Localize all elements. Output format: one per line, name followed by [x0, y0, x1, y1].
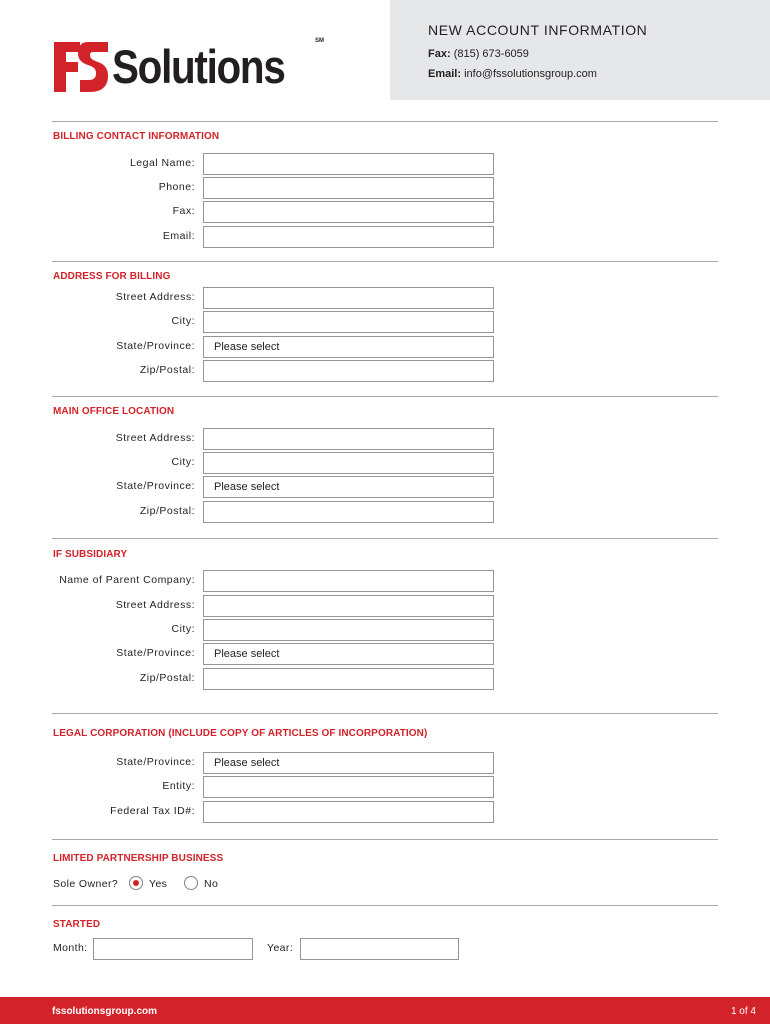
subsidiary-state-label: State/Province: — [116, 647, 195, 659]
corp-state-label: State/Province: — [116, 756, 195, 768]
tax-id-row — [0, 801, 500, 823]
legal-name-label: Legal Name: — [129, 157, 195, 169]
billing-city-row — [0, 311, 500, 333]
section-divider — [52, 121, 718, 122]
fs-logo-mark-icon — [50, 40, 112, 94]
office-city-input[interactable] — [203, 452, 494, 474]
billing-zip-input[interactable] — [203, 360, 494, 382]
office-state-select[interactable]: Please select — [203, 476, 494, 498]
billing-state-label: State/Province: — [116, 340, 195, 352]
billing-city-input[interactable] — [203, 311, 494, 333]
corp-state-row — [0, 752, 500, 774]
subsidiary-street-row — [0, 595, 500, 617]
subsidiary-street-label: Street Address: — [115, 599, 195, 611]
entity-label: Entity: — [162, 780, 195, 792]
office-street-input[interactable] — [203, 428, 494, 450]
legal-name-input[interactable] — [203, 153, 494, 175]
phone-row — [0, 177, 500, 199]
subsidiary-city-input[interactable] — [203, 619, 494, 641]
billing-street-row — [0, 287, 500, 309]
section-title-billing-address: ADDRESS FOR BILLING — [53, 271, 171, 282]
email-value[interactable]: info@fssolutionsgroup.com — [464, 68, 597, 80]
section-title-subsidiary: IF SUBSIDIARY — [53, 549, 128, 560]
office-state-row — [0, 476, 500, 498]
header-fax — [428, 48, 770, 60]
subsidiary-state-row — [0, 643, 500, 665]
subsidiary-city-label: City: — [171, 623, 195, 635]
section-title-billing-contact: BILLING CONTACT INFORMATION — [53, 131, 220, 142]
office-city-row — [0, 452, 500, 474]
sole-owner-no-label: No — [204, 878, 219, 890]
email-input[interactable] — [203, 226, 494, 248]
office-zip-input[interactable] — [203, 501, 494, 523]
parent-company-row — [0, 570, 500, 592]
service-mark: SM — [315, 38, 324, 44]
billing-state-select[interactable]: Please select — [203, 336, 494, 358]
header-info-box — [390, 0, 770, 100]
year-input[interactable] — [300, 938, 459, 960]
fax-input[interactable] — [203, 201, 494, 223]
subsidiary-street-input[interactable] — [203, 595, 494, 617]
header-email — [428, 68, 770, 80]
section-divider — [52, 396, 718, 397]
sole-owner-no-radio[interactable] — [184, 876, 198, 890]
billing-street-label: Street Address: — [115, 291, 195, 303]
fax-label: Fax: — [428, 48, 451, 60]
billing-city-label: City: — [171, 315, 195, 327]
phone-label: Phone: — [158, 181, 195, 193]
page-title: NEW ACCOUNT INFORMATION — [428, 22, 648, 38]
subsidiary-city-row — [0, 619, 500, 641]
fax-value: (815) 673-6059 — [453, 48, 529, 60]
month-label: Month: — [53, 942, 88, 954]
billing-state-row — [0, 336, 500, 358]
office-city-label: City: — [171, 456, 195, 468]
office-street-row — [0, 428, 500, 450]
contact-email-label: Email: — [162, 230, 195, 242]
office-zip-row — [0, 501, 500, 523]
fax-row — [0, 201, 500, 223]
entity-row — [0, 776, 500, 798]
email-row — [0, 226, 500, 248]
company-logo — [50, 38, 330, 98]
section-divider — [52, 713, 718, 714]
entity-input[interactable] — [203, 776, 494, 798]
subsidiary-zip-row — [0, 668, 500, 690]
parent-company-label: Name of Parent Company: — [59, 574, 195, 586]
subsidiary-zip-input[interactable] — [203, 668, 494, 690]
billing-zip-label: Zip/Postal: — [139, 364, 195, 376]
billing-zip-row — [0, 360, 500, 382]
email-label: Email: — [428, 68, 462, 80]
section-divider — [52, 905, 718, 906]
section-title-partnership: LIMITED PARTNERSHIP BUSINESS — [53, 853, 224, 864]
logo-wordmark: Solutions — [112, 40, 285, 93]
sole-owner-yes-label: Yes — [149, 878, 168, 890]
parent-company-input[interactable] — [203, 570, 494, 592]
footer-bar — [0, 997, 770, 1024]
section-divider — [52, 839, 718, 840]
phone-input[interactable] — [203, 177, 494, 199]
legal-name-row — [0, 153, 500, 175]
footer-website-link[interactable]: fssolutionsgroup.com — [52, 1006, 157, 1017]
sole-owner-yes-radio[interactable] — [129, 876, 143, 890]
subsidiary-state-select[interactable]: Please select — [203, 643, 494, 665]
billing-street-input[interactable] — [203, 287, 494, 309]
subsidiary-zip-label: Zip/Postal: — [139, 672, 195, 684]
tax-id-input[interactable] — [203, 801, 494, 823]
section-divider — [52, 261, 718, 262]
section-title-started: STARTED — [53, 919, 101, 930]
section-title-main-office: MAIN OFFICE LOCATION — [53, 406, 175, 417]
month-input[interactable] — [93, 938, 253, 960]
office-zip-label: Zip/Postal: — [139, 505, 195, 517]
office-state-label: State/Province: — [116, 480, 195, 492]
contact-fax-label: Fax: — [172, 205, 195, 217]
corp-state-select[interactable]: Please select — [203, 752, 494, 774]
office-street-label: Street Address: — [115, 432, 195, 444]
page-number: 1 of 4 — [730, 1006, 756, 1017]
section-title-legal-corporation: LEGAL CORPORATION (INCLUDE COPY OF ARTICLES OF INCORPORATION) — [53, 728, 428, 739]
tax-id-label: Federal Tax ID#: — [110, 805, 195, 817]
section-divider — [52, 538, 718, 539]
sole-owner-label: Sole Owner? — [53, 878, 119, 890]
year-label: Year: — [267, 942, 294, 954]
